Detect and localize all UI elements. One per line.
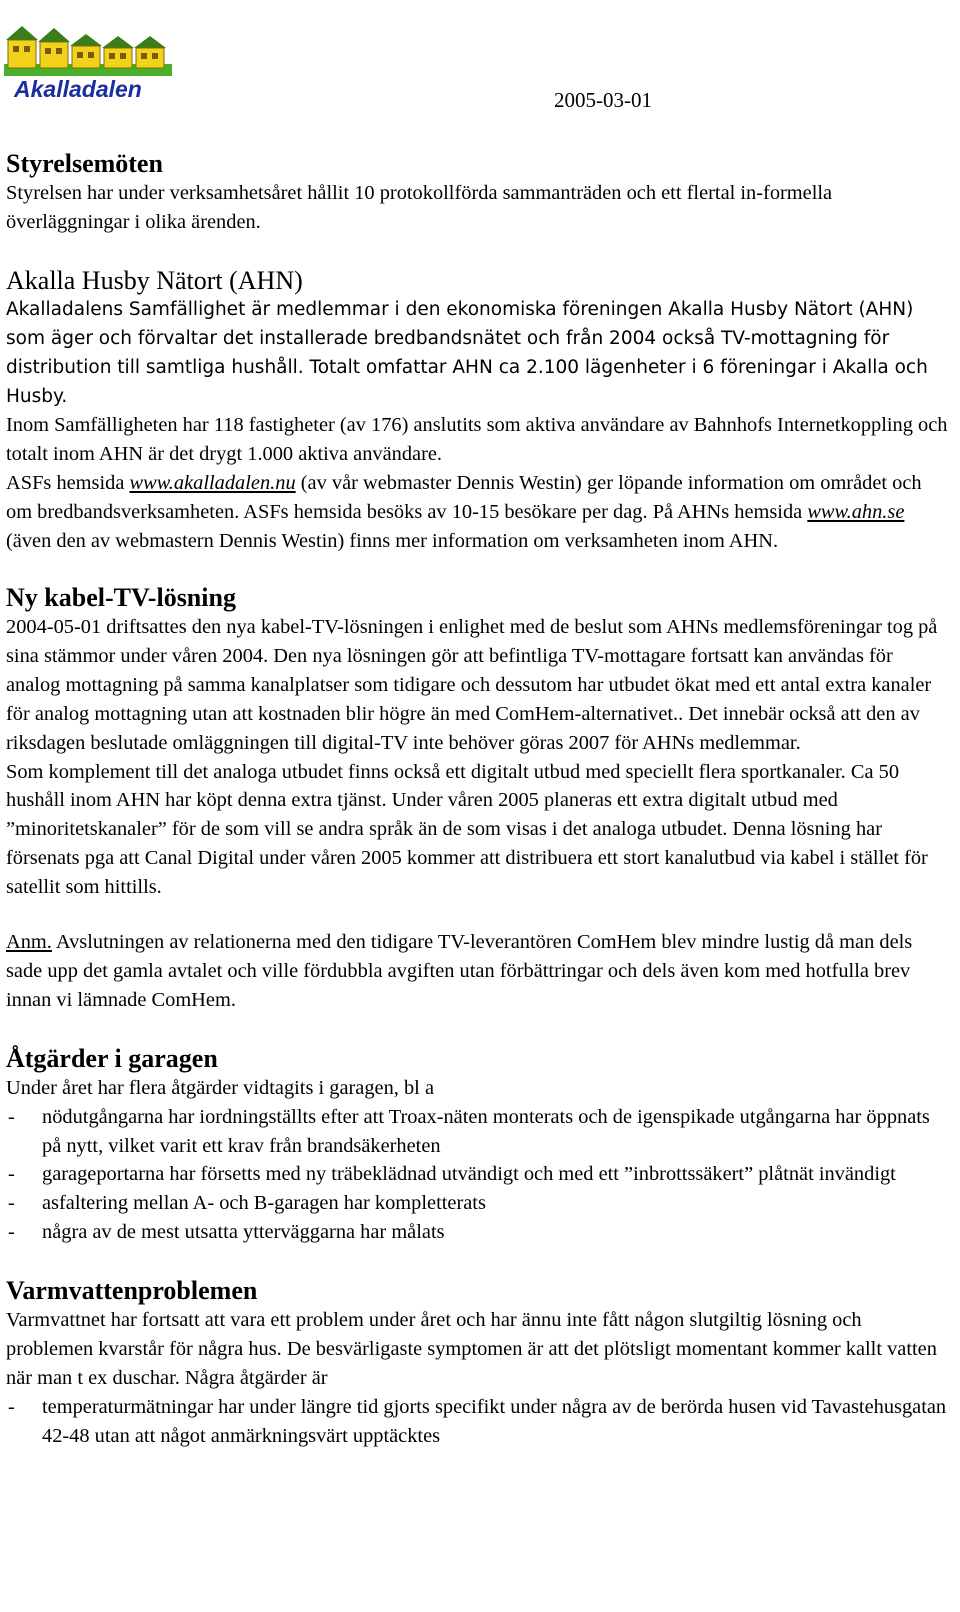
list-item: - några av de mest utsatta ytterväggarna har målats [6, 1218, 952, 1247]
ahn-paragraph-2: Inom Samfälligheten har 118 fastigheter (av 176) anslutits som aktiva användare av Bahnhofs Internetkoppling och totalt inom AHN är det drygt 1.000 aktiva användare. [6, 414, 948, 466]
anm-label: Anm. [6, 931, 52, 954]
varmvatten-text: Varmvattnet har fortsatt att vara ett problem under året och har ännu inte fått någon slutgiltig lösning och problemen kvarstår för några hus. De besvärligaste symptomen är att det plötsligt momentant kommer kallt vatten när man t ex duschar. Några åtgärder är [6, 1309, 937, 1389]
akalladalen-logo [4, 20, 172, 112]
anm-paragraph [6, 928, 952, 1015]
list-item: - temperaturmätningar har under längre tid gjorts specifikt under några av de berörda husen vid Tavastehusgatan 42-48 utan att något anmärkningsvärt upptäcktes [6, 1393, 952, 1451]
document-body [6, 148, 952, 1451]
list-item: - asfaltering mellan A- och B-garagen har kompletterats [6, 1189, 952, 1218]
list-item: - nödutgångarna har iordningställts efter att Troax-näten monterats och de igenspikade utgångarna har öppnats på nytt, vilket varit ett krav från brandsäkerheten [6, 1103, 952, 1161]
heading-garage: Åtgärder i garagen [6, 1043, 218, 1073]
heading-styrelse: Styrelsemöten [6, 149, 163, 178]
ahn-p3-part-a: ASFs hemsida [6, 472, 130, 495]
styrelse-text: Styrelsen har under verksamhetsåret hållit 10 protokollförda sammanträden och ett flertal in-formella överläggningar i olika ärenden. [6, 182, 833, 233]
ahn-p3-part-b: (av vår webmaster Dennis Westin) ger löpande information om området och om bredbandsverksamheten. ASFs hemsida besöks av 10-15 besökare per dag. På AHNs hemsida [6, 472, 922, 524]
heading-ahn: Akalla Husby Nätort (AHN) [6, 265, 303, 295]
kabeltv-p1-part-a: 2004-05-01 driftsattes den nya kabel-TV-lösningen i enlighet med de beslut som AHNs medlemsföreningar tog på sina stämmor under våren 2004. [6, 615, 938, 667]
ahn-paragraph-1: Akalladalens Samfällighet är medlemmar i den ekonomiska föreningen Akalla Husby Nätort (AHN) som äger och förvaltar det installerade bredbandsnätet och från 2004 också TV-mottagning för distribution till samtliga hushåll. Totalt omfattar AHN ca 2.100 lägenheter i 6 föreningar i Akalla och Husby. [6, 298, 928, 407]
anm-text: Avslutningen av relationerna med den tidigare TV-leverantören ComHem blev mindre lustig då man dels sade upp det gamla avtalet och ville fördubbla avgiften utan förbättringar och dels även kom med hotfulla brev innan vi lämnade ComHem. [6, 931, 913, 1011]
ahn-paragraph-3 [6, 469, 952, 556]
logo-text: Akalladalen [14, 76, 142, 102]
heading-kabeltv: Ny kabel-TV-lösning [6, 582, 236, 612]
akalladalen-link[interactable]: www.akalladalen.nu [129, 472, 296, 495]
garage-intro: Under året har flera åtgärder vidtagits i garagen, bl a [6, 1076, 434, 1099]
varmvatten-list [6, 1393, 952, 1451]
kabeltv-p1-part-b: Den nya lösningen gör att befintliga TV-mottagare fortsatt kan användas för analog mottagning på samma kanalplatser som tidigare och dessutom har utbudet ökat med ett antal extra kanaler för analog mottagning utan att kostnaden blir högre än med ComHem-alternativet.. Det innebär också att den av riksdagen beslutade omläggningen till digital-TV inte behöver göras 2007 för AHNs medlemmar. [6, 644, 932, 754]
list-item: - garageportarna har försetts med ny träbeklädnad utvändigt och med ett ”inbrottssäkert” plåtnät invändigt [6, 1160, 952, 1189]
kabeltv-paragraph-2: Som komplement till det analoga utbudet finns också ett digitalt utbud med speciellt flera sportkanaler. Ca 50 hushåll inom AHN har köpt denna extra tjänst. Under våren 2005 planeras ett extra digitalt utbud med ”minoritetskanaler” för de som vill se andra språk än de som visas i det analoga utbudet. Denna lösning har försenats pga att Canal Digital under våren 2005 kommer att distribuera ett stort kanalutbud via kabel i stället för satellit som hittills. [6, 760, 928, 899]
kabeltv-paragraph-1 [6, 613, 952, 758]
garage-list [6, 1103, 952, 1248]
document-date: 2005-03-01 [554, 88, 652, 112]
heading-varmvatten: Varmvattenproblemen [6, 1276, 258, 1306]
ahn-link[interactable]: www.ahn.se [807, 501, 905, 524]
ahn-p3-part-c: (även den av webmastern Dennis Westin) finns mer information om verksamheten inom AHN. [6, 530, 779, 553]
